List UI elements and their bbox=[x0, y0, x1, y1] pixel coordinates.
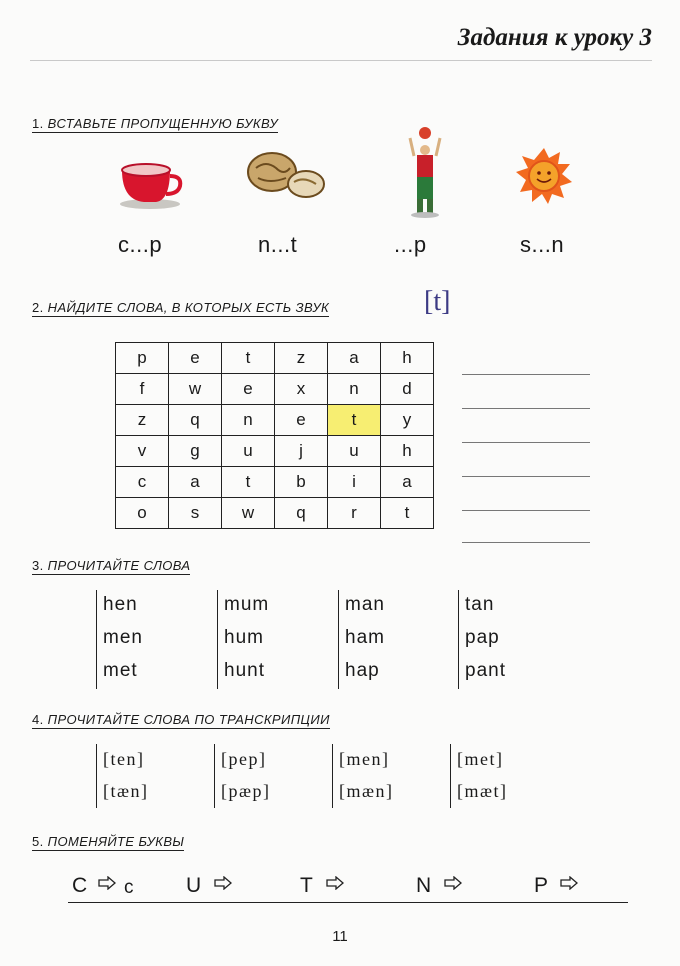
grid-row bbox=[116, 467, 434, 498]
transcription: [ten] bbox=[103, 749, 145, 769]
nuts-icon bbox=[246, 150, 328, 200]
transcription-column bbox=[450, 744, 567, 808]
transcription: [tæn] bbox=[103, 781, 149, 801]
grid-cell[interactable]: a bbox=[381, 467, 434, 498]
arrow-right-icon bbox=[98, 876, 116, 890]
transcription: [pæp] bbox=[221, 781, 271, 801]
grid-cell[interactable]: w bbox=[169, 374, 222, 405]
task5-heading bbox=[32, 834, 184, 851]
grid-cell[interactable]: t bbox=[381, 498, 434, 529]
task2-title: НАЙДИТЕ СЛОВА, В КОТОРЫХ ЕСТЬ ЗВУК bbox=[47, 300, 330, 315]
task1-word-sun: s...n bbox=[520, 232, 565, 257]
grid-cell[interactable]: a bbox=[169, 467, 222, 498]
answer-line[interactable] bbox=[462, 476, 590, 477]
letter-upper: U bbox=[186, 874, 202, 897]
task1-number: 1. bbox=[32, 116, 44, 131]
word: man bbox=[345, 594, 385, 615]
page-number: 11 bbox=[332, 928, 348, 945]
grid-row bbox=[116, 405, 434, 436]
grid-cell[interactable]: q bbox=[169, 405, 222, 436]
transcription-column bbox=[214, 744, 331, 808]
task1-title: ВСТАВЬТЕ ПРОПУЩЕННУЮ БУКВУ bbox=[47, 116, 279, 131]
grid-cell[interactable]: p bbox=[116, 343, 169, 374]
arrow-right-icon bbox=[444, 876, 462, 890]
transcription: [mæt] bbox=[457, 781, 508, 801]
grid-cell[interactable]: n bbox=[328, 374, 381, 405]
grid-cell[interactable]: d bbox=[381, 374, 434, 405]
cup-icon bbox=[116, 160, 184, 210]
grid-cell[interactable]: e bbox=[275, 405, 328, 436]
task5-number: 5. bbox=[32, 834, 44, 849]
word: mum bbox=[224, 594, 270, 615]
task5-title: ПОМЕНЯЙТЕ БУКВЫ bbox=[47, 834, 185, 849]
arrow-right-icon bbox=[326, 876, 344, 890]
word: hap bbox=[345, 660, 380, 681]
grid-cell[interactable]: q bbox=[275, 498, 328, 529]
juggler-icon bbox=[408, 126, 442, 218]
task3-heading bbox=[32, 558, 190, 575]
word: hen bbox=[103, 594, 138, 615]
page-title: Задания к уроку 3 bbox=[457, 24, 652, 51]
word: ham bbox=[345, 627, 385, 648]
arrow-right-icon bbox=[560, 876, 578, 890]
word: men bbox=[103, 627, 143, 648]
grid-cell[interactable]: v bbox=[116, 436, 169, 467]
task3-title: ПРОЧИТАЙТЕ СЛОВА bbox=[47, 558, 191, 573]
grid-cell[interactable]: f bbox=[116, 374, 169, 405]
letter-grid bbox=[115, 342, 434, 529]
grid-cell[interactable]: w bbox=[222, 498, 275, 529]
letter-upper: N bbox=[416, 874, 432, 897]
transcription: [mæn] bbox=[339, 781, 394, 801]
task2-sound: [t] bbox=[424, 286, 451, 317]
grid-cell[interactable]: x bbox=[275, 374, 328, 405]
grid-row bbox=[116, 374, 434, 405]
grid-cell[interactable]: y bbox=[381, 405, 434, 436]
letter-upper: P bbox=[534, 874, 549, 897]
task4-title: ПРОЧИТАЙТЕ СЛОВА ПО ТРАНСКРИПЦИИ bbox=[47, 712, 330, 727]
word-column bbox=[217, 590, 336, 689]
grid-cell[interactable]: t bbox=[222, 467, 275, 498]
arrow-right-icon bbox=[214, 876, 232, 890]
grid-cell[interactable]: j bbox=[275, 436, 328, 467]
grid-cell[interactable]: t bbox=[222, 343, 275, 374]
grid-cell[interactable]: z bbox=[116, 405, 169, 436]
task1-word-nut: n...t bbox=[258, 232, 298, 257]
grid-cell[interactable]: c bbox=[116, 467, 169, 498]
grid-cell[interactable]: g bbox=[169, 436, 222, 467]
grid-row bbox=[116, 498, 434, 529]
task4-heading bbox=[32, 712, 330, 729]
word: pant bbox=[465, 660, 506, 681]
task2-number: 2. bbox=[32, 300, 44, 315]
letter-answer-line[interactable] bbox=[68, 872, 628, 903]
grid-cell[interactable]: u bbox=[222, 436, 275, 467]
task4-number: 4. bbox=[32, 712, 44, 727]
grid-cell[interactable]: e bbox=[169, 343, 222, 374]
transcription: [men] bbox=[339, 749, 390, 769]
word-column bbox=[338, 590, 457, 689]
grid-cell[interactable]: s bbox=[169, 498, 222, 529]
task2-heading bbox=[32, 300, 329, 317]
word: met bbox=[103, 660, 138, 681]
word: hunt bbox=[224, 660, 265, 681]
word: pap bbox=[465, 627, 500, 648]
answer-line[interactable] bbox=[462, 442, 590, 443]
word: tan bbox=[465, 594, 495, 615]
answer-line[interactable] bbox=[462, 542, 590, 543]
task1-word-top: ...p bbox=[394, 232, 427, 257]
task3-number: 3. bbox=[32, 558, 44, 573]
letter-lower: c bbox=[124, 877, 134, 898]
grid-cell[interactable]: a bbox=[328, 343, 381, 374]
sun-icon bbox=[516, 148, 572, 204]
letter-upper: T bbox=[300, 874, 313, 897]
header-divider bbox=[30, 60, 652, 61]
word-column bbox=[96, 590, 215, 689]
grid-cell[interactable]: i bbox=[328, 467, 381, 498]
grid-cell[interactable]: e bbox=[222, 374, 275, 405]
grid-cell[interactable]: n bbox=[222, 405, 275, 436]
grid-cell[interactable]: r bbox=[328, 498, 381, 529]
grid-cell[interactable]: o bbox=[116, 498, 169, 529]
word: hum bbox=[224, 627, 264, 648]
word-column bbox=[458, 590, 577, 689]
grid-row bbox=[116, 343, 434, 374]
letter-upper: C bbox=[72, 874, 88, 897]
grid-cell-highlighted[interactable]: t bbox=[328, 405, 381, 436]
grid-cell[interactable]: u bbox=[328, 436, 381, 467]
task1-heading bbox=[32, 116, 278, 133]
grid-cell[interactable]: h bbox=[381, 343, 434, 374]
transcription-column bbox=[96, 744, 213, 808]
answer-line[interactable] bbox=[462, 374, 590, 375]
answer-line[interactable] bbox=[462, 408, 590, 409]
grid-cell[interactable]: h bbox=[381, 436, 434, 467]
answer-line[interactable] bbox=[462, 510, 590, 511]
transcription: [pep] bbox=[221, 749, 267, 769]
grid-cell[interactable]: z bbox=[275, 343, 328, 374]
grid-row bbox=[116, 436, 434, 467]
task1-word-cup: c...p bbox=[118, 232, 163, 257]
transcription: [met] bbox=[457, 749, 504, 769]
transcription-column bbox=[332, 744, 449, 808]
grid-cell[interactable]: b bbox=[275, 467, 328, 498]
